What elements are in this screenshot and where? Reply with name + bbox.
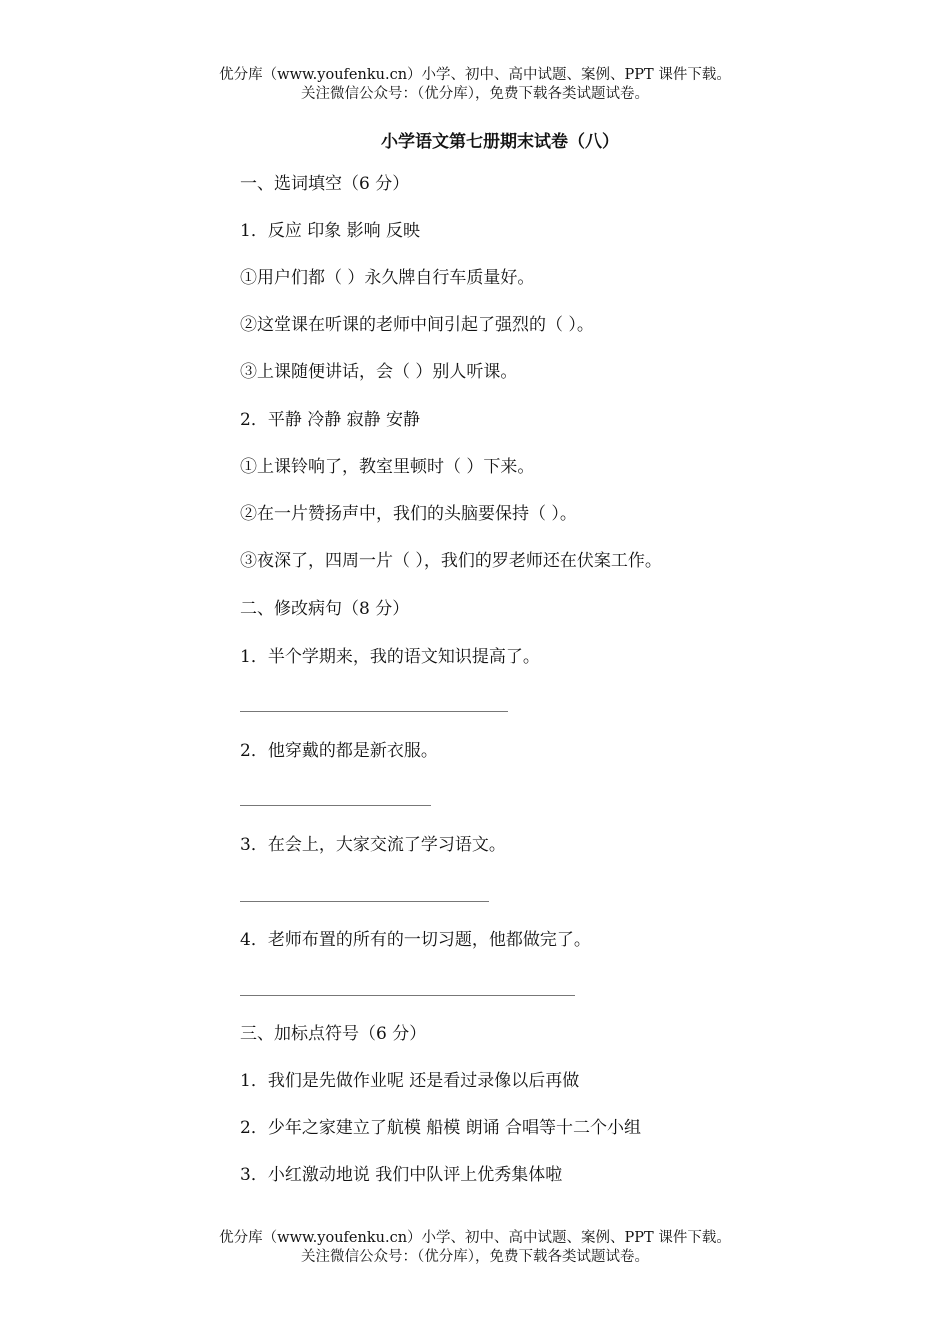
- section-3-heading: 三、加标点符号（6 分）: [240, 1024, 427, 1044]
- section-2-heading: 二、修改病句（8 分）: [240, 599, 410, 619]
- section-1-heading: 一、选词填空（6 分）: [240, 174, 410, 194]
- header-line-2: 关注微信公众号：（优分库），免费下载各类试题试卷。: [301, 86, 649, 102]
- answer-line-3[interactable]: [240, 901, 489, 902]
- footer-line-2: 关注微信公众号：（优分库），免费下载各类试题试卷。: [301, 1249, 649, 1265]
- q2-item-1: ①上课铃响了，教室里顿时（ ）下来。: [240, 457, 535, 477]
- q1-item-1: ①用户们都（ ）永久牌自行车质量好。: [240, 268, 535, 288]
- q1-word-choices: 1．反应 印象 影响 反映: [240, 221, 421, 241]
- page-footer: [0, 1229, 950, 1267]
- answer-line-2[interactable]: [240, 805, 431, 806]
- punctuation-item-2: 2．少年之家建立了航模 船模 朗诵 合唱等十二个小组: [240, 1118, 642, 1138]
- answer-line-4[interactable]: [240, 995, 575, 996]
- sentence-4: 4．老师布置的所有的一切习题，他都做完了。: [240, 930, 591, 950]
- q2-item-3: ③夜深了，四周一片（ ），我们的罗老师还在伏案工作。: [240, 551, 662, 571]
- answer-line-1[interactable]: [240, 711, 508, 712]
- header-line-1: 优分库（www.youfenku.cn）小学、初中、高中试题、案例、PPT 课件下载。: [219, 67, 731, 83]
- punctuation-item-1: 1．我们是先做作业呢 还是看过录像以后再做: [240, 1071, 580, 1091]
- page-header: [0, 66, 950, 104]
- q2-word-choices: 2．平静 冷静 寂静 安静: [240, 410, 421, 430]
- punctuation-item-3: 3．小红激动地说 我们中队评上优秀集体啦: [240, 1165, 563, 1185]
- q1-item-2: ②这堂课在听课的老师中间引起了强烈的（ ）。: [240, 315, 594, 335]
- page-title: 小学语文第七册期末试卷（八）: [381, 132, 619, 152]
- sentence-1: 1．半个学期来，我的语文知识提高了。: [240, 647, 540, 667]
- q2-item-2: ②在一片赞扬声中，我们的头脑要保持（ ）。: [240, 504, 577, 524]
- q1-item-3: ③上课随便讲话，会（ ）别人听课。: [240, 362, 518, 382]
- sentence-3: 3．在会上，大家交流了学习语文。: [240, 835, 506, 855]
- footer-line-1: 优分库（www.youfenku.cn）小学、初中、高中试题、案例、PPT 课件下载。: [219, 1230, 731, 1246]
- sentence-2: 2．他穿戴的都是新衣服。: [240, 741, 438, 761]
